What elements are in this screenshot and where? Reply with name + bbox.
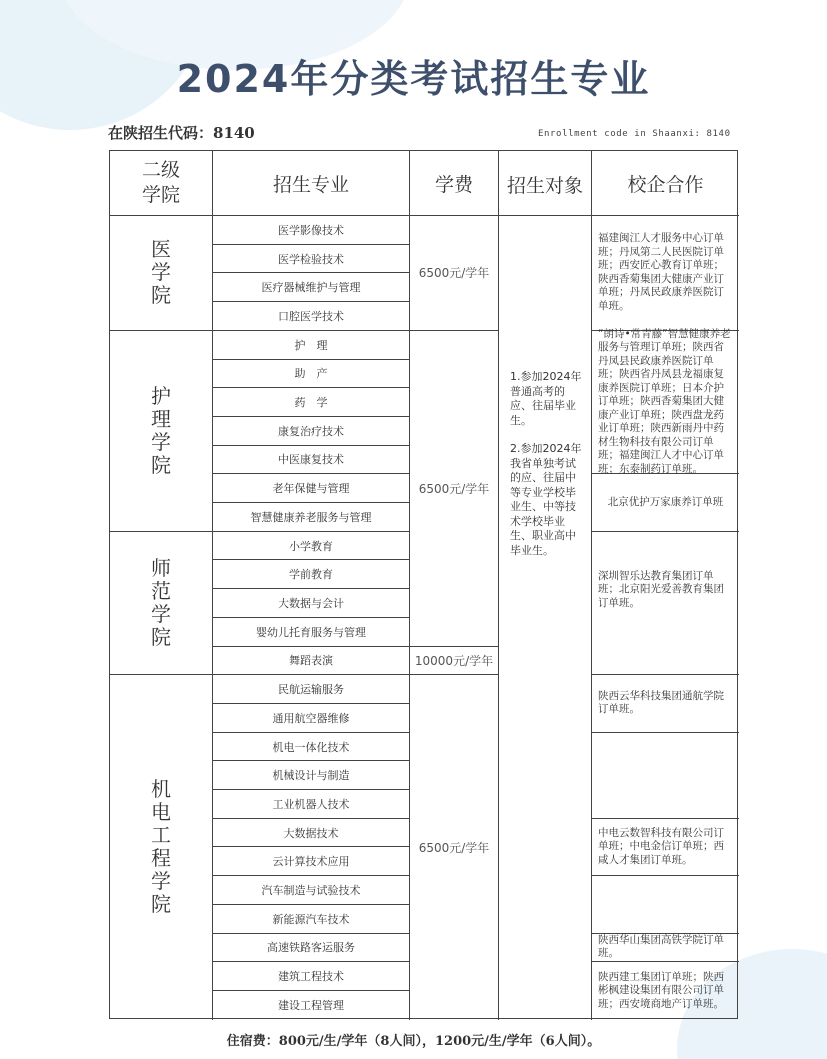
major-cell: 学前教育	[213, 560, 410, 589]
major-cell: 康复治疗技术	[213, 417, 410, 446]
major-cell: 民航运输服务	[213, 675, 410, 704]
college-nursing	[110, 331, 213, 532]
coop-cell: 北京优护万家康养订单班	[592, 474, 739, 531]
coop-cell: 陕西华山集团高铁学院订单班。	[592, 934, 739, 963]
header-major: 招生专业	[213, 151, 410, 216]
header-coop: 校企合作	[592, 151, 739, 216]
coop-cell: “朗诗•常青藤”智慧健康养老服务与管理订单班；陕西省丹凤县民政康养医院订单班；陕西省丹凤县龙福康复康养医院订单班；日本介护订单班；陕西香菊集团大健康产业订单班；陕西盘龙药业订单班；陕西新雨丹中药材生物科技有限公司订单班；福建闽江人才中心订单班；东泰制药订单班。	[592, 331, 739, 475]
major-cell: 医疗器械维护与管理	[213, 273, 410, 302]
fee-cell: 6500元/学年	[410, 216, 499, 331]
major-cell: 小学教育	[213, 532, 410, 561]
enrollment-code-en: Enrollment code in Shaanxi: 8140	[538, 129, 731, 139]
page-title: 2024年分类考试招生专业	[176, 57, 651, 101]
major-cell: 建筑工程技术	[213, 962, 410, 991]
college-medical	[110, 216, 213, 331]
coop-cell: 陕西云华科技集团通航学院订单班。	[592, 675, 739, 732]
college-name: 医学院	[151, 237, 171, 308]
accommodation-fee-note: 住宿费：800元/生/学年（8人间），1200元/生/学年（6人间）。	[226, 1034, 601, 1049]
major-cell: 医学影像技术	[213, 216, 410, 245]
enrollment-code-cn: 在陕招生代码：8140	[108, 124, 255, 142]
header-college	[110, 151, 213, 216]
major-cell: 护 理	[213, 331, 410, 360]
college-mechatronics	[110, 675, 213, 1019]
coop-cell	[592, 733, 739, 819]
major-cell: 助 产	[213, 360, 410, 389]
major-cell: 建设工程管理	[213, 991, 410, 1020]
major-cell: 新能源汽车技术	[213, 905, 410, 934]
major-cell: 通用航空器维修	[213, 704, 410, 733]
major-cell: 汽车制造与试验技术	[213, 876, 410, 905]
target-item: 1.参加2024年普通高考的应、往届毕业生。	[510, 370, 582, 427]
coop-cell: 陕西建工集团订单班；陕西彬枫建设集团有限公司订单班；西安境商地产订单班。	[598, 970, 724, 1010]
fee-cell: 6500元/学年	[410, 675, 499, 1019]
major-cell: 工业机器人技术	[213, 790, 410, 819]
major-cell: 机械设计与制造	[213, 761, 410, 790]
fee-cell: 10000元/学年	[410, 647, 499, 676]
target-item: 2.参加2024年我省单独考试的应、往届中等专业学校毕业生、中等技术学校毕业生、职业高中毕业生。	[510, 442, 582, 557]
fee-cell: 6500元/学年	[410, 331, 499, 647]
target-cell	[499, 216, 592, 1020]
header-college-text: 二级学院	[141, 159, 180, 206]
major-cell: 老年保健与管理	[213, 474, 410, 503]
major-cell: 医学检验技术	[213, 245, 410, 274]
header-fee: 学费	[410, 151, 499, 216]
coop-cell: 中电云数智科技有限公司订单班；中电金信订单班；西咸人才集团订单班。	[592, 819, 739, 876]
major-cell: 中医康复技术	[213, 446, 410, 475]
coop-cell	[592, 876, 739, 933]
major-cell: 机电一体化技术	[213, 733, 410, 762]
college-name: 机电工程学院	[151, 777, 171, 917]
major-cell: 舞蹈表演	[213, 647, 410, 676]
major-cell: 高速铁路客运服务	[213, 934, 410, 963]
major-cell: 大数据与会计	[213, 589, 410, 618]
major-cell: 大数据技术	[213, 819, 410, 848]
college-normal	[110, 532, 213, 676]
major-cell: 智慧健康养老服务与管理	[213, 503, 410, 532]
coop-cell: 深圳智乐达教育集团订单班；北京阳光爱善教育集团订单班。	[592, 532, 739, 676]
college-name: 师范学院	[151, 555, 171, 649]
college-name: 护理学院	[151, 383, 171, 477]
coop-cell: 福建闽江人才服务中心订单班；丹凤第二人民医院订单班；西安匠心教育订单班；陕西香菊集团大健康产业订单班；丹凤民政康养医院订单班。	[592, 216, 739, 331]
major-cell: 药 学	[213, 388, 410, 417]
major-cell: 婴幼儿托育服务与管理	[213, 618, 410, 647]
header-target: 招生对象	[499, 151, 592, 216]
major-cell: 云计算技术应用	[213, 847, 410, 876]
enrollment-table	[109, 150, 738, 1019]
major-cell: 口腔医学技术	[213, 302, 410, 331]
